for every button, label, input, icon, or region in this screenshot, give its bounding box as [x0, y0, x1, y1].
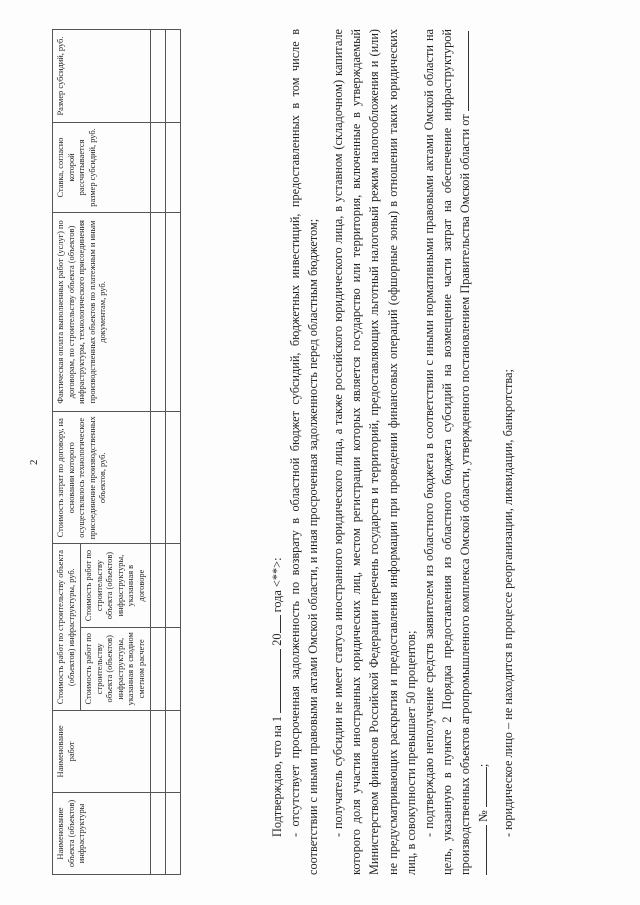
header-rate: Ставка, согласно которой рассчитывается размер субсидий, руб.	[53, 123, 151, 213]
paragraph-3: - подтверждаю неполучение средств заявителем из областного бюджета в соответствии с иными нормативными правовыми актами Омской области на цель, указанную в пункте 2 Порядка предоставления из областного бюджета субсидий на возмещение части затрат на обеспечение инфраструктурой производственных объектов агропромышленного комплекса Омской области, утвержденного постановлением Правительства Омской области от	[421, 29, 472, 875]
table-header-row	[53, 30, 81, 875]
header-object: Наименование объекта (объектов) инфраструктуры	[53, 792, 151, 874]
decree-date-blank	[456, 31, 469, 111]
paragraph-2: - получатель субсидии не имеет статуса иностранного юридического лица, а также российского юридического лица, в уставном (складочном) капитале которого доля участия иностранных юридических лиц, местом регистрации которых является государство или территория, включенные в утверждаемый Министерством финансов Российской Федерации перечень государств и территорий, предоставляющих льготный налоговый режим налогообложения и (или) не предусматривающих раскрытия и предоставления информации при проведении финансовых операций (офшорные зоны) в отношении таких юридических лиц, в совокупности превышает 50 процентов;	[331, 29, 418, 875]
header-cost-contract: Стоимость работ по строительству объекта (объектов) инфраструктуры, указанная в договоре	[81, 544, 151, 627]
page-number: 2	[28, 459, 40, 465]
paragraph-1: - отсутствует просроченная задолженность по возврату в областной бюджет субсидий, бюджетных инвестиций, предоставленных в том числе в соответствии с иными правовыми актами Омской области, и иная просроченная задолженность перед областным бюджетом;	[288, 29, 321, 875]
decree-number-blank	[474, 767, 487, 807]
paragraph-4: - юридическое лицо – не находится в процессе реорганизации, ликвидации, банкротства;	[501, 369, 516, 837]
header-subsidy: Размер субсидий, руб.	[53, 30, 151, 123]
body-text	[268, 29, 517, 875]
subsidy-table	[52, 29, 181, 875]
confirm-line: Подтверждаю, что на 1 20 года <**>:	[270, 557, 284, 837]
header-actual-payment: Фактическая оплата выполненных работ (услуг) по договорам, по строительству объекта (объектов) инфраструктуры, технологического присоединения производственных объектов по платежным и иным документам, руб.	[53, 212, 151, 411]
table-row	[151, 30, 166, 875]
header-work: Наименование работ	[53, 710, 151, 792]
header-cost-estimate: Стоимость работ по строительству объекта (объектов) инфраструктуры, указанная в сводном сметном расчете	[81, 627, 151, 710]
year-blank	[268, 615, 281, 633]
header-tech-cost: Стоимость затрат по договору, на основании которого осуществлялось технологическое присоединение производственных объектов, руб.	[53, 412, 151, 544]
table-row	[166, 30, 181, 875]
header-cost-group: Стоимость работ по строительству объекта (объектов) инфраструктуры, руб.	[53, 544, 81, 710]
date-blank	[268, 649, 281, 713]
decree-number-line: № ;	[474, 29, 492, 875]
